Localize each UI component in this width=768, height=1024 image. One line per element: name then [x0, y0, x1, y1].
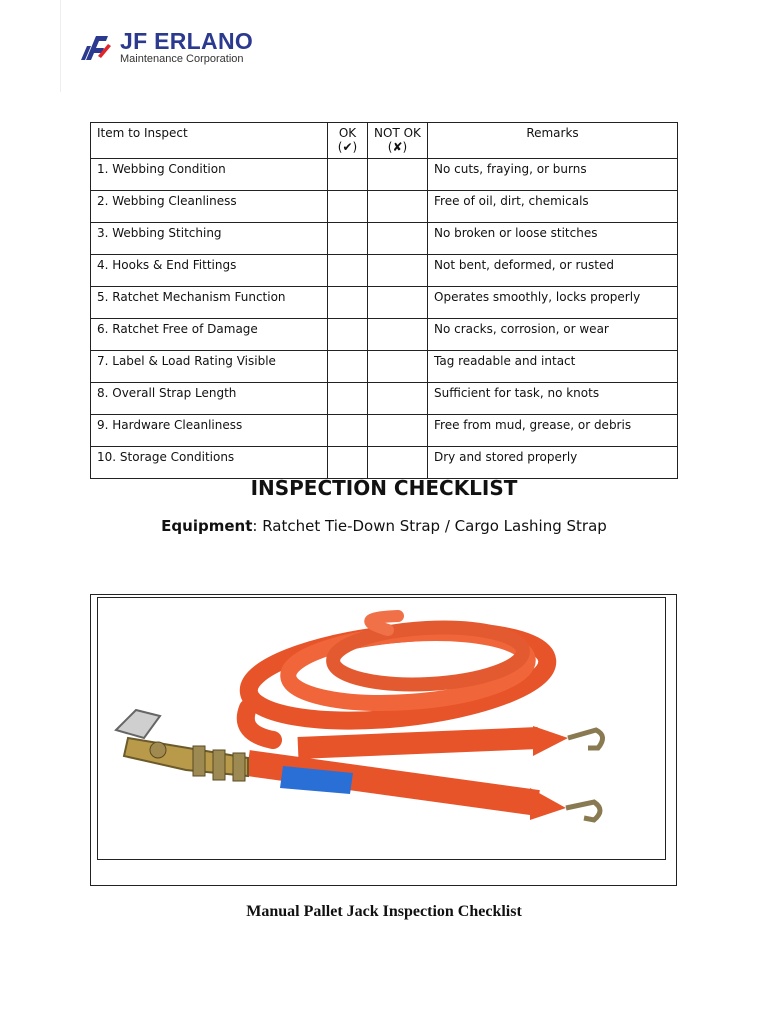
equipment-value: : Ratchet Tie-Down Strap / Cargo Lashing Strap: [252, 517, 607, 535]
row-remarks: Tag readable and intact: [428, 351, 678, 383]
row-item: 8. Overall Strap Length: [91, 383, 328, 415]
table-row: [91, 319, 678, 351]
hook-upper: [533, 726, 603, 756]
header-remarks: Remarks: [428, 123, 678, 159]
table-row: [91, 159, 678, 191]
row-remarks: Sufficient for task, no knots: [428, 383, 678, 415]
ok-cell[interactable]: [328, 351, 368, 383]
not-ok-cell[interactable]: [368, 351, 428, 383]
strap-photo: [97, 597, 666, 860]
not-ok-cell[interactable]: [368, 223, 428, 255]
row-remarks: Free of oil, dirt, chemicals: [428, 191, 678, 223]
row-item: 7. Label & Load Rating Visible: [91, 351, 328, 383]
not-ok-cell[interactable]: [368, 255, 428, 287]
row-remarks: No cuts, fraying, or burns: [428, 159, 678, 191]
header-ok: OK (✔): [328, 123, 368, 159]
table-row: [91, 383, 678, 415]
equipment-line: [0, 517, 768, 535]
row-item: 6. Ratchet Free of Damage: [91, 319, 328, 351]
company-logo-icon: [78, 30, 114, 66]
row-remarks: No broken or loose stitches: [428, 223, 678, 255]
ratchet-strap-illustration: [98, 598, 665, 859]
not-ok-cell[interactable]: [368, 383, 428, 415]
table-header-row: [91, 123, 678, 159]
row-item: 3. Webbing Stitching: [91, 223, 328, 255]
row-remarks: Dry and stored properly: [428, 447, 678, 479]
table-row: [91, 415, 678, 447]
table-row: [91, 351, 678, 383]
ok-cell[interactable]: [328, 319, 368, 351]
equipment-label: Equipment: [161, 517, 253, 535]
photo-frame: [90, 594, 677, 886]
ok-cell[interactable]: [328, 159, 368, 191]
row-remarks: Operates smoothly, locks properly: [428, 287, 678, 319]
ratchet-mechanism: [116, 710, 248, 781]
table-row: [91, 255, 678, 287]
row-item: 1. Webbing Condition: [91, 159, 328, 191]
not-ok-cell[interactable]: [368, 287, 428, 319]
company-subtitle: Maintenance Corporation: [120, 53, 244, 65]
table-row: [91, 447, 678, 479]
ok-cell[interactable]: [328, 223, 368, 255]
row-item: 10. Storage Conditions: [91, 447, 328, 479]
row-item: 5. Ratchet Mechanism Function: [91, 287, 328, 319]
inspection-table: [90, 122, 678, 479]
not-ok-cell[interactable]: [368, 415, 428, 447]
page-title: INSPECTION CHECKLIST: [250, 476, 518, 500]
table-row: [91, 191, 678, 223]
table-row: [91, 287, 678, 319]
ok-cell[interactable]: [328, 447, 368, 479]
row-remarks: Free from mud, grease, or debris: [428, 415, 678, 447]
company-logo: [78, 28, 278, 72]
page-edge-line: [60, 0, 61, 92]
hook-lower: [530, 788, 600, 820]
not-ok-cell[interactable]: [368, 447, 428, 479]
upper-strap: [298, 738, 538, 748]
ok-cell[interactable]: [328, 383, 368, 415]
row-item: 2. Webbing Cleanliness: [91, 191, 328, 223]
ok-cell[interactable]: [328, 191, 368, 223]
table-row: [91, 223, 678, 255]
row-item: 9. Hardware Cleanliness: [91, 415, 328, 447]
webbing-coil: [244, 616, 551, 740]
footer-caption: Manual Pallet Jack Inspection Checklist: [246, 903, 522, 920]
not-ok-cell[interactable]: [368, 191, 428, 223]
ok-cell[interactable]: [328, 287, 368, 319]
row-remarks: Not bent, deformed, or rusted: [428, 255, 678, 287]
header-not-ok: NOT OK (✘): [368, 123, 428, 159]
ok-cell[interactable]: [328, 415, 368, 447]
row-item: 4. Hooks & End Fittings: [91, 255, 328, 287]
row-remarks: No cracks, corrosion, or wear: [428, 319, 678, 351]
ok-cell[interactable]: [328, 255, 368, 287]
company-name: JF ERLANO: [120, 28, 254, 54]
not-ok-cell[interactable]: [368, 159, 428, 191]
header-item: Item to Inspect: [91, 123, 328, 159]
not-ok-cell[interactable]: [368, 319, 428, 351]
